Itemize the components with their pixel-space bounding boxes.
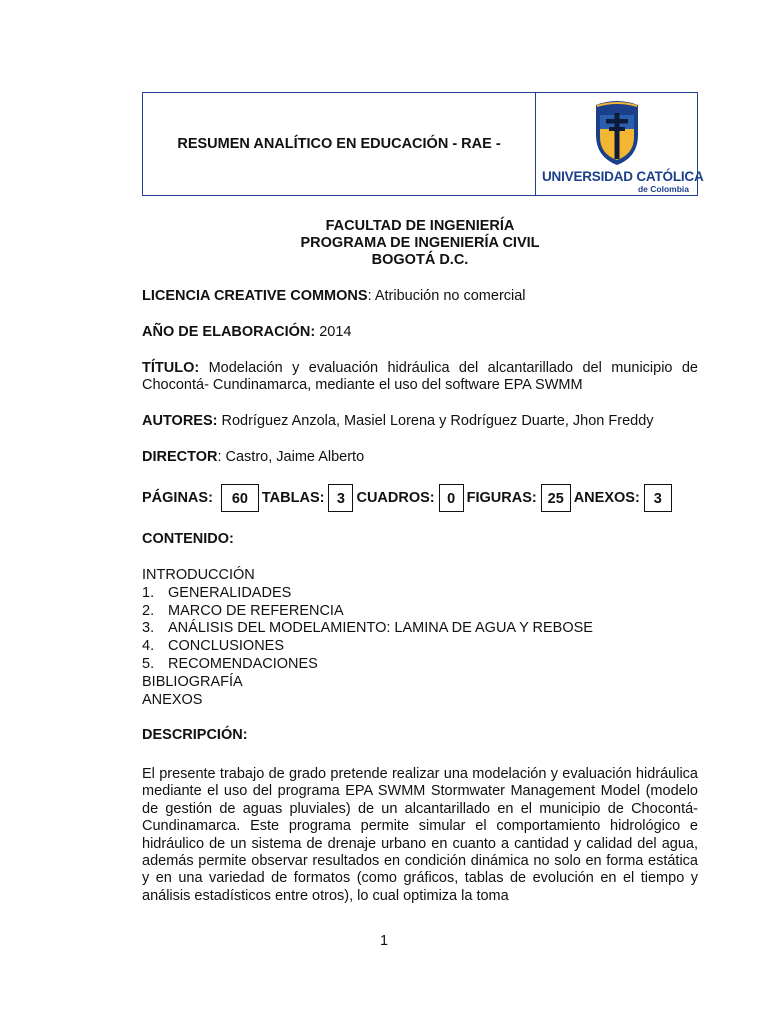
license-label: LICENCIA CREATIVE COMMONS xyxy=(142,288,368,304)
license-line xyxy=(142,288,698,305)
tables-label: TABLAS: xyxy=(261,490,325,506)
program: PROGRAMA DE INGENIERÍA CIVIL xyxy=(300,235,540,251)
annexes-value: 3 xyxy=(644,484,672,512)
list-item: 4. CONCLUSIONES xyxy=(142,638,285,655)
university-name-part1: UNIVERSIDAD xyxy=(542,169,637,184)
contents-list xyxy=(142,567,593,709)
contents-bibliography: BIBLIOGRAFÍA xyxy=(142,673,243,690)
authors-line xyxy=(142,413,698,430)
title-line xyxy=(142,360,698,394)
list-item: 1. GENERALIDADES xyxy=(142,584,292,601)
university-crest-icon xyxy=(592,99,642,167)
title-value: Modelación y evaluación hidráulica del alcantarillado del municipio de Chocontá- Cundinamarca, mediante el uso del software EPA SWMM xyxy=(142,360,698,393)
director-value: : Castro, Jaime Alberto xyxy=(217,449,365,465)
cuadros-value: 0 xyxy=(439,484,464,512)
city: BOGOTÁ D.C. xyxy=(371,252,469,268)
description-text: El presente trabajo de grado pretende realizar una modelación y evaluación hidráulica mediante el uso del programa EPA SWMM Stormwater Management Model (modelo de gestión de aguas pluviales) de un alcantarillado en el municipio de Chocontá-Cundinamarca. Este programa permite simular el comportamiento hidrológico e hidráulico de un sistema de drenaje urbano en cuanto a cantidad y calidad del agua, además permite observar resultados en condición dinámica no solo en forma estática y en una variedad de formatos (como gráficos, tablas de evolución en el tiempo y análisis estadísticos entre otros), lo cual optimiza la toma xyxy=(142,766,698,904)
year-value: 2014 xyxy=(315,324,352,340)
list-item: 5. RECOMENDACIONES xyxy=(142,655,318,672)
header-title-cell xyxy=(143,93,536,195)
document-title: RESUMEN ANALÍTICO EN EDUCACIÓN - RAE - xyxy=(177,136,501,152)
header-logo-cell xyxy=(536,93,704,195)
contents-intro: INTRODUCCIÓN xyxy=(142,567,255,583)
year-label: AÑO DE ELABORACIÓN: xyxy=(142,324,316,340)
authors-value: Rodríguez Anzola, Masiel Lorena y Rodríguez Duarte, Jhon Freddy xyxy=(217,413,654,429)
cuadros-label: CUADROS: xyxy=(356,490,435,506)
annexes-label: ANEXOS: xyxy=(573,490,640,506)
director-line xyxy=(142,449,698,466)
authors-label: AUTORES: xyxy=(142,413,218,429)
license-value: : Atribución no comercial xyxy=(367,288,526,304)
stats-row xyxy=(142,482,675,514)
description-heading: DESCRIPCIÓN: xyxy=(142,727,248,743)
university-name xyxy=(542,169,704,184)
figures-value: 25 xyxy=(541,484,571,512)
year-line xyxy=(142,324,698,341)
institution-block xyxy=(142,218,698,269)
faculty: FACULTAD DE INGENIERÍA xyxy=(325,218,515,234)
contents-heading: CONTENIDO: xyxy=(142,531,234,547)
pages-label: PÁGINAS: xyxy=(142,490,213,506)
director-label: DIRECTOR xyxy=(142,449,218,465)
university-name-part2: CATÓLICA xyxy=(636,169,704,184)
header-box xyxy=(142,92,704,196)
title-label: TÍTULO: xyxy=(142,360,200,376)
contents-annexes: ANEXOS xyxy=(142,691,203,708)
tables-value: 3 xyxy=(328,484,353,512)
figures-label: FIGURAS: xyxy=(466,490,537,506)
pages-value: 60 xyxy=(221,484,259,512)
list-item: 3. ANÁLISIS DEL MODELAMIENTO: LAMINA DE AGUA Y REBOSE xyxy=(142,620,593,637)
university-subtitle: de Colombia xyxy=(637,184,689,194)
page-number: 1 xyxy=(379,933,389,949)
list-item: 2. MARCO DE REFERENCIA xyxy=(142,602,344,619)
